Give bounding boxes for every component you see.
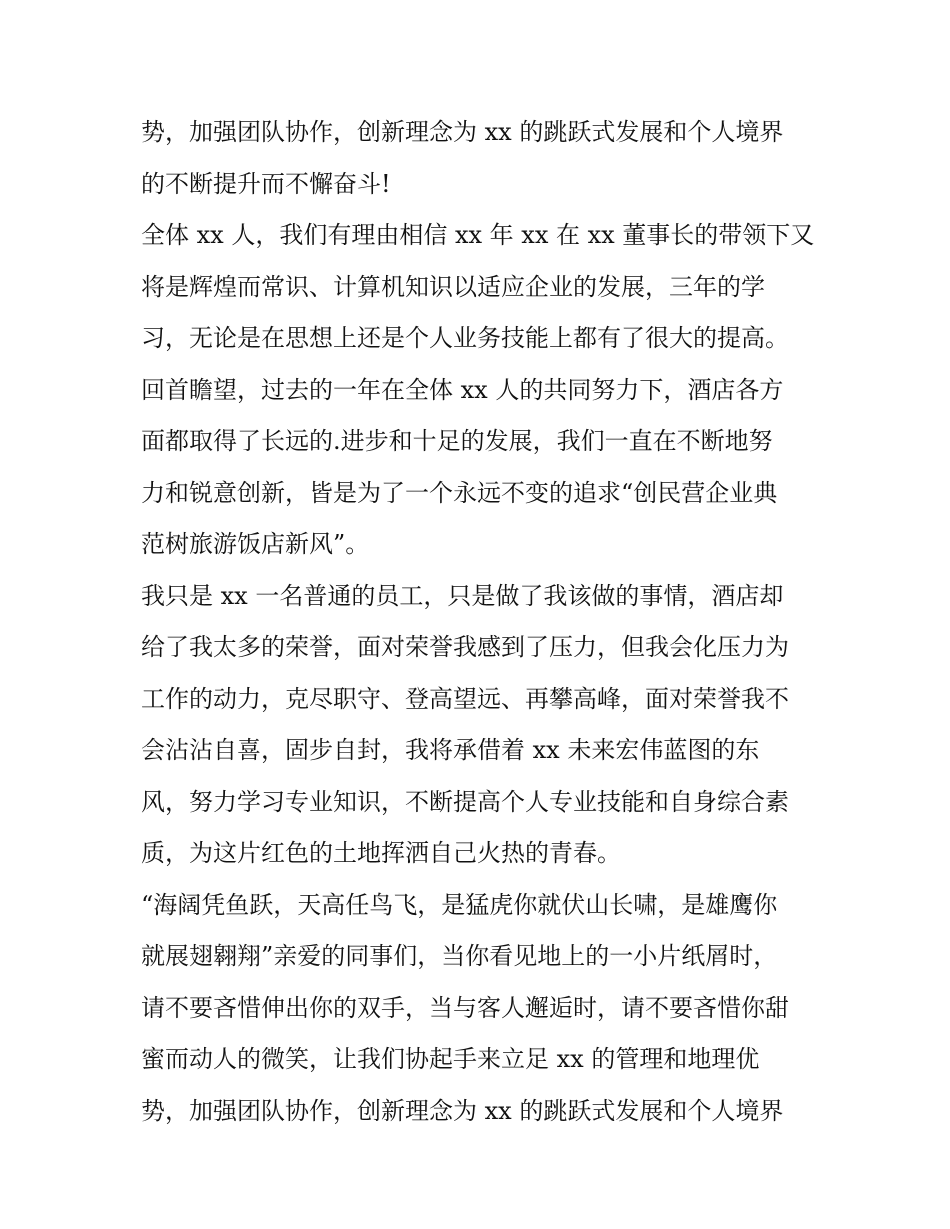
text-line: 请不要吝惜伸出你的双手，当与客人邂逅时，请不要吝惜你甜 bbox=[141, 993, 789, 1022]
text-line: 全体 xx 人，我们有理由相信 xx 年 xx 在 xx 董事长的带领下又 bbox=[141, 221, 815, 249]
text-line: 就展翅翱翔”亲爱的同事们，当你看见地上的一小片纸屑时， bbox=[141, 942, 778, 970]
text-line: 会沾沾自喜，固步自封，我将承借着 xx 未来宏伟蓝图的东 bbox=[141, 736, 760, 764]
text-line: 给了我太多的荣誉，面对荣誉我感到了压力，但我会化压力为 bbox=[141, 633, 789, 661]
text-line: 的不断提升而不懈奋斗! bbox=[141, 169, 391, 198]
text-line: 力和锐意创新，皆是为了一个永远不变的追求“创民营企业典 bbox=[141, 478, 778, 507]
text-line: 风，努力学习专业知识，不断提高个人专业技能和自身综合素 bbox=[141, 787, 789, 816]
text-line: 习，无论是在思想上还是个人业务技能上都有了很大的提高。 bbox=[141, 324, 789, 352]
text-line: 范树旅游饭店新风”。 bbox=[141, 530, 370, 558]
text-line: 面都取得了长远的.进步和十足的发展，我们一直在不断地努 bbox=[141, 427, 773, 455]
text-line: 势，加强团队协作，创新理念为 xx 的跳跃式发展和个人境界 bbox=[141, 1096, 784, 1125]
body-text bbox=[141, 107, 821, 1137]
text-line: 我只是 xx 一名普通的员工，只是做了我该做的事情，酒店却 bbox=[141, 581, 784, 610]
text-line: “海阔凭鱼跃，天高任鸟飞，是猛虎你就伏山长啸，是雄鹰你 bbox=[141, 890, 778, 919]
text-line: 回首瞻望，过去的一年在全体 xx 人的共同努力下，酒店各方 bbox=[141, 375, 784, 404]
text-line: 质，为这片红色的土地挥洒自己火热的青春。 bbox=[141, 839, 621, 867]
text-line: 将是辉煌而常识、计算机知识以适应企业的发展，三年的学 bbox=[141, 272, 765, 301]
text-line: 势，加强团队协作，创新理念为 xx 的跳跃式发展和个人境界 bbox=[141, 118, 784, 146]
text-line: 工作的动力，克尽职守、登高望远、再攀高峰，面对荣誉我不 bbox=[141, 684, 789, 713]
text-line: 蜜而动人的微笑，让我们协起手来立足 xx 的管理和地理优 bbox=[141, 1045, 760, 1073]
